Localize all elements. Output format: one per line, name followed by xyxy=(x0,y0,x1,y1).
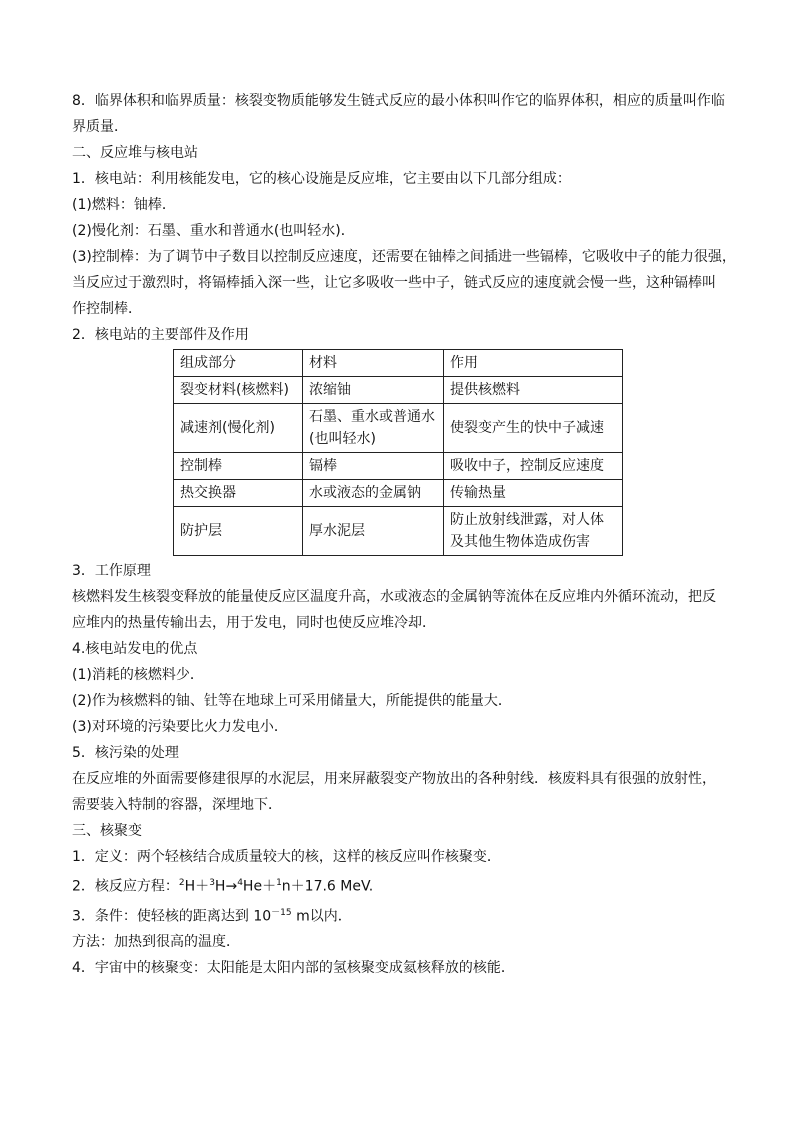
table-cell: 浓缩铀 xyxy=(303,377,444,404)
paragraph-fusion-universe: 4．宇宙中的核聚变：太阳能是太阳内部的氢核聚变成氦核释放的核能． xyxy=(72,960,515,977)
table-cell: 减速剂(慢化剂) xyxy=(174,404,303,453)
table-cell: 热交换器 xyxy=(174,480,303,507)
equation-term: H→ xyxy=(214,878,238,895)
paragraph-advantages-title: 4.核电站发电的优点 xyxy=(72,641,198,657)
table-cell: 使裂变产生的快中子减速 xyxy=(444,404,623,453)
table-cell: 防护层 xyxy=(174,507,303,556)
table-row xyxy=(174,377,623,404)
paragraph-pollution: 在反应堆的外面需要修建很厚的水泥层，用来屏蔽裂变产物放出的各种射线．核废料具有很强的放射性， xyxy=(72,771,716,787)
paragraph-pollution-title: 5．核污染的处理 xyxy=(72,745,179,761)
paragraph-components-title: 2．核电站的主要部件及作用 xyxy=(72,327,249,343)
list-item-advantage: (3)对环境的污染要比火力发电小． xyxy=(72,719,288,735)
table-header-row xyxy=(174,350,623,377)
table-cell: 裂变材料(核燃料) xyxy=(174,377,303,404)
list-item-control-rod-cont: 当反应过于激烈时，将镉棒插入深一些，让它多吸收一些中子，链式反应的速度就会慢一些，这种镉棒叫 xyxy=(72,275,716,291)
condition-unit: m以内． xyxy=(291,908,352,925)
components-table xyxy=(173,349,623,556)
equation-term: H＋ xyxy=(184,878,210,895)
equation-term: He＋ xyxy=(242,878,277,895)
paragraph-principle: 核燃料发生核裂变释放的能量使反应区温度升高，水或液态的金属钠等流体在反应堆内外循环流动，把反 xyxy=(72,589,716,605)
section-heading-reactor: 二、反应堆与核电站 xyxy=(72,145,198,161)
mass-number: 4 xyxy=(237,878,243,888)
condition-text: 3．条件：使轻核的距离达到 10 xyxy=(72,908,272,925)
paragraph-critical-volume: 8．临界体积和临界质量：核裂变物质能够发生链式反应的最小体积叫作它的临界体积，相应的质量叫作临 xyxy=(72,93,725,109)
table-cell: 传输热量 xyxy=(444,480,623,507)
table-row xyxy=(174,507,623,556)
table-cell: 防止放射线泄露，对人体及其他生物体造成伤害 xyxy=(444,507,623,556)
table-cell: 吸收中子，控制反应速度 xyxy=(444,453,623,480)
list-item-advantage: (1)消耗的核燃料少． xyxy=(72,667,204,683)
paragraph-critical-volume-cont: 界质量． xyxy=(72,119,128,135)
list-item-control-rod-cont2: 作控制棒． xyxy=(72,301,142,317)
table-cell: 厚水泥层 xyxy=(303,507,444,556)
table-row xyxy=(174,480,623,507)
paragraph-principle-cont: 应堆内的热量传输出去，用于发电，同时也使反应堆冷却． xyxy=(72,615,436,631)
document-page xyxy=(72,88,736,981)
mass-number: 2 xyxy=(178,878,185,888)
list-item-control-rod: (3)控制棒：为了调节中子数目以控制反应速度，还需要在铀棒之间插进一些镉棒，它吸收中子的能力很强， xyxy=(72,249,736,265)
table-row xyxy=(174,404,623,453)
paragraph-fusion-condition xyxy=(72,900,732,930)
list-item-fuel: (1)燃料：铀棒． xyxy=(72,197,176,213)
equation-term: n＋17.6 MeV. xyxy=(281,878,374,895)
table-header-cell: 组成部分 xyxy=(174,350,303,377)
list-item-advantage: (2)作为核燃料的铀、钍等在地球上可采用储量大，所能提供的能量大． xyxy=(72,693,512,709)
paragraph-fusion-definition: 1．定义：两个轻核结合成质量较大的核，这样的核反应叫作核聚变． xyxy=(72,849,501,865)
paragraph-fusion-equation xyxy=(72,870,732,900)
table-cell: 水或液态的金属钠 xyxy=(303,480,444,507)
table-cell: 镉棒 xyxy=(303,453,444,480)
table-cell: 提供核燃料 xyxy=(444,377,623,404)
exponent: －15 xyxy=(271,907,292,918)
paragraph-nuclear-plant: 1．核电站：利用核能发电，它的核心设施是反应堆，它主要由以下几部分组成： xyxy=(72,171,571,187)
table-cell: 控制棒 xyxy=(174,453,303,480)
table-header-cell: 材料 xyxy=(303,350,444,377)
paragraph-principle-title: 3．工作原理 xyxy=(72,563,151,579)
mass-number: 1 xyxy=(276,878,282,888)
table-header-cell: 作用 xyxy=(444,350,623,377)
table-row xyxy=(174,453,623,480)
list-item-moderator: (2)慢化剂：石墨、重水和普通水(也叫轻水)． xyxy=(72,223,355,239)
equation-label: 2．核反应方程： xyxy=(72,878,179,895)
paragraph-pollution-cont: 需要装入特制的容器，深埋地下． xyxy=(72,797,282,813)
mass-number: 3 xyxy=(209,878,215,888)
table-cell: 石墨、重水或普通水(也叫轻水) xyxy=(303,404,444,453)
section-heading-fusion: 三、核聚变 xyxy=(72,823,142,839)
paragraph-fusion-method: 方法：加热到很高的温度． xyxy=(72,934,240,951)
